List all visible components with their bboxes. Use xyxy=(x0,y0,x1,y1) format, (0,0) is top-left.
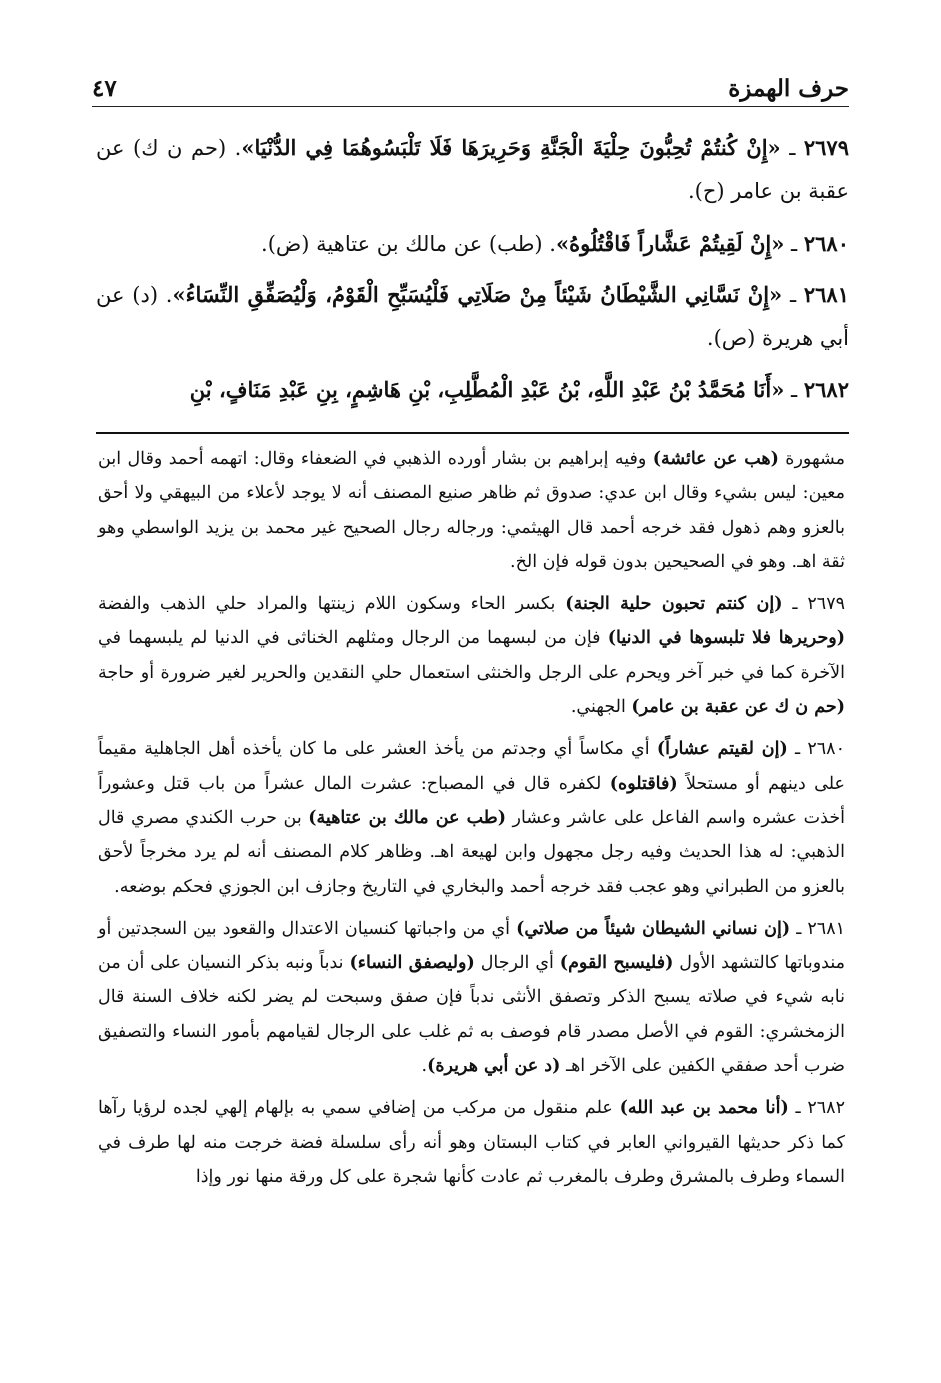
page-number: ٤٧ xyxy=(92,75,117,102)
hadith-text: «إِنْ لَقِيتُمْ عَشَّاراً فَاقْتُلُوهُ» xyxy=(555,231,785,256)
commentary-paragraph: ٢٦٧٩ ـ (إن كنتم تحبون حلية الجنة) بكسر الحاء وسكون اللام زينتها والمراد حلي الذهب والفضة (وحريرها فلا تلبسوها في الدنيا) فإن من لبسهما من الرجال ومثلهم الخناثى في الدنيا لم يلبسهما في الآخرة كما في خبر آخر ويحرم على الرجل والخنثى استعمال حلي النقدين والحرير لغير ضرورة أو حاجة (حم ن ك عن عقبة بن عامر) الجهني. xyxy=(98,594,846,718)
hadith-text: «إِنْ كُنتُمْ تُحِبُّونَ حِلْيَةَ الْجَنَّةِ وَحَرِيرَهَا فَلَا تَلْبَسُوهُمَا فِي الدُّنْيَا» xyxy=(241,135,781,160)
hadith-2679: ٢٦٧٩ ـ «إِنْ كُنتُمْ تُحِبُّونَ حِلْيَةَ الْجَنَّةِ وَحَرِيرَهَا فَلَا تَلْبَسُوهُمَا فِي الدُّنْيَا». (حم ن ك) عن عقبة بن عامر (ح). xyxy=(96,135,849,203)
hadith-number: ٢٦٨١ xyxy=(803,282,849,307)
hadith-source: . (طب) عن مالك بن عتاهية (ض). xyxy=(261,232,556,256)
hadith-source: . (حم ن ك) عن عقبة بن عامر (ح). xyxy=(96,136,849,203)
hadith-source: . (د) عن أبي هريرة (ص). xyxy=(96,283,849,350)
hadith-text: «أَنَا مُحَمَّدُ بْنُ عَبْدِ اللَّهِ، بْنُ عَبْدِ الْمُطَّلِبِ، بْنِ هَاشِمٍ، بِنِ عَبْدِ مَنَافٍ، بْنِ xyxy=(189,377,785,402)
chapter-title: حرف الهمزة xyxy=(728,75,849,102)
hadith-2682: ٢٦٨٢ ـ «أَنَا مُحَمَّدُ بْنُ عَبْدِ اللَّهِ، بْنُ عَبْدِ الْمُطَّلِبِ، بْنِ هَاشِمٍ، بِنِ عَبْدِ مَنَافٍ، بْنِ xyxy=(189,377,849,402)
commentary-paragraph: ٢٦٨١ ـ (إن نساني الشيطان شيئاً من صلاتي) أي من واجباتها كنسيان الاعتدال والقعود بين السجدتين أو مندوباتها كالتشهد الأول (فليسبح القوم) أي الرجال (وليصفق النساء) ندباً ونبه بذكر النسيان على أن من نابه شيء في صلاته يسبح الذكر وتصفق الأنثى ندباً فإن صفق وسبحت لم يضر لكنه خلاف السنة قال الزمخشري: القوم في الأصل مصدر قام فوصف به ثم غلب على الرجال لقيامهم بأمور النساء والتصفيق ضرب أحد صفقي الكفين على الآخر اهـ (د عن أبي هريرة). xyxy=(98,918,845,1077)
commentary-paragraph: ٢٦٨٢ ـ (أنا محمد بن عبد الله) علم منقول من مركب من إضافي سمي به بإلهام إلهي لجده لرؤيا رآها كما ذكر حديثها القيرواني العابر في كتاب البستان وهو أنه رأى سلسلة فضة خرجت منه لها طرف في السماء وطرف بالمشرق وطرف بالمغرب ثم عادت كأنها شجرة على كل ورقة منها نور وإذا xyxy=(98,1098,845,1187)
hadith-number: ٢٦٨٠ xyxy=(803,231,849,256)
hadith-number: ٢٦٧٩ xyxy=(803,135,849,160)
footnote-divider xyxy=(96,432,849,434)
hadith-number: ٢٦٨٢ xyxy=(803,377,849,402)
commentary-paragraph: ٢٦٨٠ ـ (إن لقيتم عشاراً) أي مكاساً أي وجدتم من يأخذ العشر على ما كان يأخذه أهل الجاهلية مقيماً على دينهم أو مستحلاً (فاقتلوه) لكفره قال في المصباح: عشرت المال عشراً من باب قتل وعشوراً أخذت عشره واسم الفاعل على عاشر وعشار (طب عن مالك بن عتاهية) بن حرب الكندي مصري قال الذهبي: له هذا الحديث وفيه رجل مجهول وابن لهيعة اهـ. وظاهر كلام المصنف أنه لم يرد مخرجاً لأحق بالعزو من الطبراني وهو عجب فقد خرجه أحمد والبخاري في التاريخ وجازف ابن الجوزي فحكم بوضعه. xyxy=(98,739,845,897)
hadith-2680: ٢٦٨٠ ـ «إِنْ لَقِيتُمْ عَشَّاراً فَاقْتُلُوهُ». (طب) عن مالك بن عتاهية (ض). xyxy=(261,231,849,256)
hadith-text: «إِنْ نَسَّانِي الشَّيْطَانُ شَيْئاً مِنْ صَلَاتِي فَلْيُسَبِّحِ الْقَوْمُ، وَلْيُصَفِّقِ النِّسَاءُ» xyxy=(172,282,783,307)
commentary-paragraph: مشهورة (هب عن عائشة) وفيه إبراهيم بن بشار أورده الذهبي في الضعفاء وقال: اتهمه أحمد وقال ابن معين: ليس بشيء وقال ابن عدي: صدوق ثم ظاهر صنيع المصنف أنه لا يوجد لأعلاء من البيهقي ولا أحق بالعزو وهم ذهول فقد خرجه أحمد قال الهيثمي: ورجاله رجال الصحيح غير محمد بن يزيد الواسطي وهو ثقة اهـ. وهو في الصحيحين بدون قوله فإن الخ. xyxy=(98,449,846,572)
hadith-2681: ٢٦٨١ ـ «إِنْ نَسَّانِي الشَّيْطَانُ شَيْئاً مِنْ صَلَاتِي فَلْيُسَبِّحِ الْقَوْمُ، وَلْيُصَفِّقِ النِّسَاءُ». (د) عن أبي هريرة (ص). xyxy=(96,282,849,350)
page-header xyxy=(92,66,849,107)
commentary xyxy=(98,442,845,1202)
